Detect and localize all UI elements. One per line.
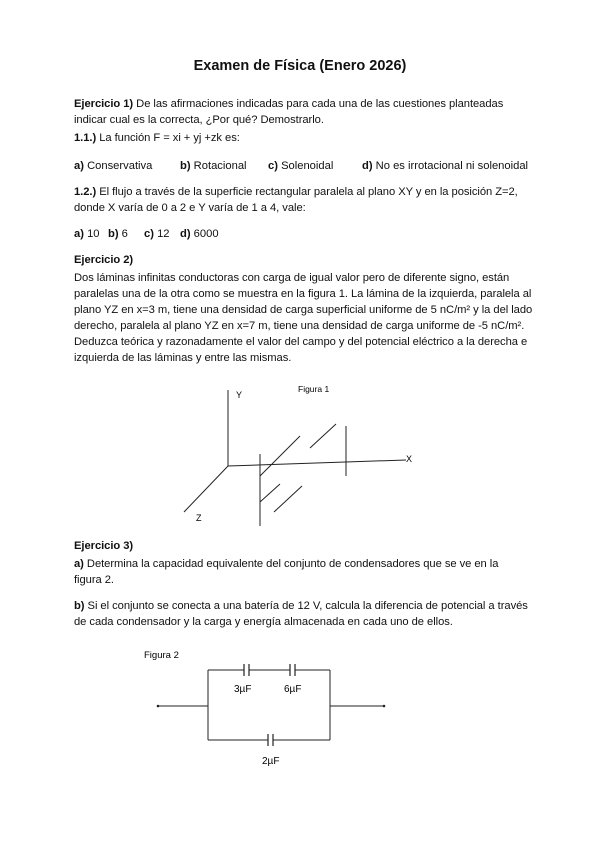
- ex1-q2-line2: donde X varía de 0 a 2 e Y varía de 1 a 4, vale:: [74, 202, 306, 214]
- ex1-q1-option-b: [180, 160, 247, 172]
- axis-x-line: [228, 460, 406, 466]
- terminal-left: [157, 705, 160, 708]
- ex1-q2-number: 1.2.): [74, 186, 97, 198]
- ex3-b-line2: de cada condensador y la carga y energía almacenada en cada uno de ellos.: [74, 616, 453, 628]
- option-letter: a): [74, 228, 84, 240]
- axis-x-label: X: [406, 454, 413, 464]
- axis-z-label: Z: [196, 513, 202, 523]
- option-text: 6000: [193, 228, 219, 240]
- ex1-intro-line1: [74, 98, 503, 110]
- ex1-q1-option-d: [362, 160, 528, 172]
- ex1-heading: Ejercicio 1): [74, 98, 134, 110]
- figure-2-label: Figura 2: [144, 650, 179, 661]
- ex2-text-line3: plano YZ en x=3 m, tiene una densidad de carga superficial uniforme de 5 nC/m² y la del lado: [74, 304, 533, 316]
- ex1-q1-number: 1.1.): [74, 132, 97, 144]
- option-text: Conservativa: [87, 160, 153, 172]
- cap-2uF-label: 2µF: [262, 756, 280, 767]
- ex3-b-letter: b): [74, 600, 85, 612]
- ex3-b-text1: Si el conjunto se conecta a una batería de 12 V, calcula la diferencia de potencial a través: [87, 600, 528, 612]
- ex3-a-letter: a): [74, 558, 84, 570]
- ex1-q2-option-c: [144, 228, 170, 240]
- ex1-q2-text1: El flujo a través de la superficie rectangular paralela al plano XY y en la posición Z=2,: [99, 186, 518, 198]
- option-text: 10: [87, 228, 100, 240]
- ex2-text-line4: derecho, paralela al plano YZ en x=7 m, tiene una densidad de carga uniforme de -5 nC/m².: [74, 320, 525, 332]
- figure-2-circuit: [140, 640, 400, 770]
- ex2-text-line5: Deduzca teórica y razonadamente el valor del campo y del potencial eléctrico a la derecha e: [74, 336, 528, 348]
- option-text: Solenoidal: [281, 160, 334, 172]
- axis-y-label: Y: [236, 390, 243, 400]
- option-text: Rotacional: [193, 160, 247, 172]
- option-letter: b): [180, 160, 191, 172]
- cap-3uF-label: 3µF: [234, 684, 252, 695]
- ex1-q2-option-b: [108, 228, 128, 240]
- ex1-q1-option-a: [74, 160, 152, 172]
- cap-6uF-label: 6µF: [284, 684, 302, 695]
- option-letter: b): [108, 228, 119, 240]
- ex1-intro-text1: De las afirmaciones indicadas para cada una de las cuestiones planteadas: [136, 98, 504, 110]
- figure-1-label: Figura 1: [298, 384, 330, 394]
- option-letter: a): [74, 160, 84, 172]
- figure-1-diagram: [170, 376, 430, 526]
- option-letter: d): [362, 160, 373, 172]
- ex2-text-line2: paralelas una de la otra como se muestra en la figura 1. La lámina de la izquierda, paralela al: [74, 288, 532, 300]
- option-letter: c): [268, 160, 278, 172]
- ex2-heading: Ejercicio 2): [74, 254, 134, 266]
- ex1-q2-line1: [74, 186, 518, 198]
- ex3-b-line1: [74, 600, 528, 612]
- ex2-text-line6: izquierda de las láminas y entre las mismas.: [74, 352, 292, 364]
- ex3-heading: Ejercicio 3): [74, 540, 134, 552]
- ex1-intro-line2: indicar cual es la correcta, ¿Por qué? Demostrarlo.: [74, 114, 324, 126]
- option-text: 6: [121, 228, 128, 240]
- left-sheet-diag: [260, 484, 280, 502]
- option-letter: c): [144, 228, 154, 240]
- ex2-text-line1: Dos láminas infinitas conductoras con carga de igual valor pero de diferente signo, están: [74, 272, 510, 284]
- ex3-a-line2: figura 2.: [74, 574, 114, 586]
- ex1-q1-option-c: [268, 160, 333, 172]
- axis-z-line: [184, 466, 228, 512]
- right-sheet-diag: [310, 424, 336, 448]
- left-sheet-top: [260, 436, 300, 476]
- option-text: No es irrotacional ni solenoidal: [375, 160, 529, 172]
- ex1-q2-option-d: [180, 228, 219, 240]
- ex1-q1: [74, 132, 240, 144]
- option-letter: d): [180, 228, 191, 240]
- ex3-a-line1: [74, 558, 498, 570]
- option-text: 12: [157, 228, 170, 240]
- ex1-q2-option-a: [74, 228, 100, 240]
- exam-title: Examen de Física (Enero 2026): [193, 58, 407, 74]
- ex3-a-text1: Determina la capacidad equivalente del conjunto de condensadores que se ve en la: [86, 558, 499, 570]
- terminal-right: [383, 705, 386, 708]
- ex1-q1-text: La función F = xi + yj +zk es:: [99, 132, 240, 144]
- right-sheet-bottom: [274, 486, 302, 512]
